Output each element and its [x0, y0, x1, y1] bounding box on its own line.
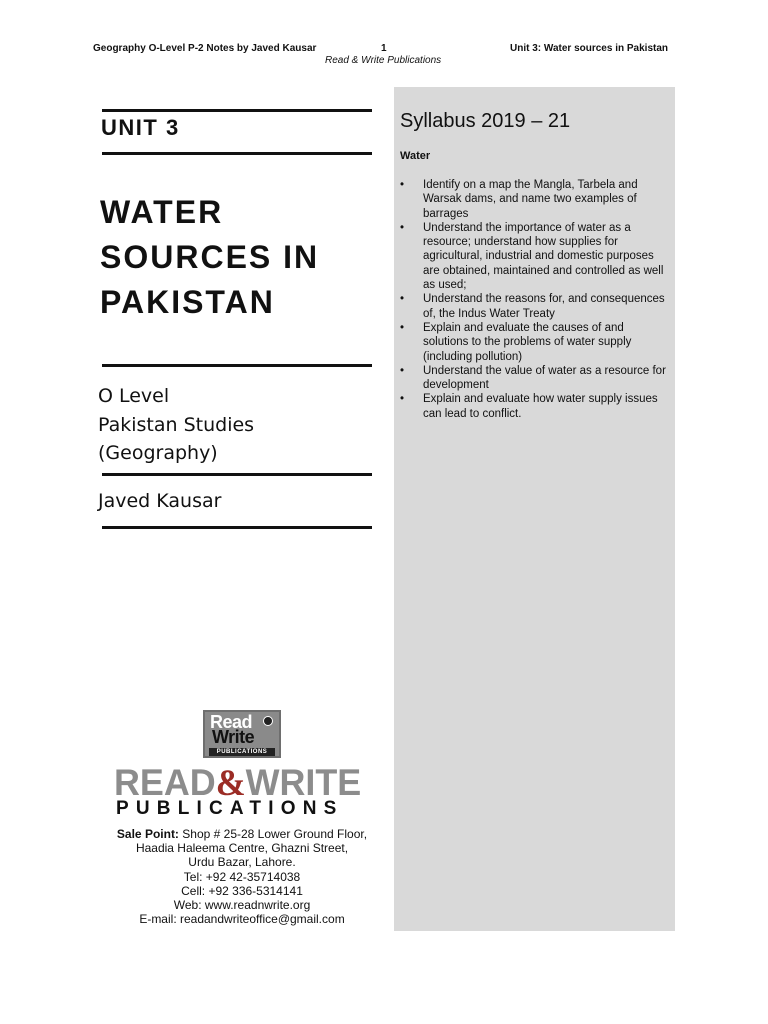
pen-dot-icon [263, 716, 273, 726]
list-item [400, 321, 672, 364]
sale-address-3: Urdu Bazar, Lahore. [188, 855, 296, 870]
list-item [400, 364, 672, 393]
contact-tel: Tel: +92 42-35714038 [183, 869, 301, 884]
title-line: PAKISTAN [100, 284, 275, 320]
rule-under-unit [102, 152, 372, 155]
rule-under-author [102, 526, 372, 529]
wordmark-read: READ [114, 762, 216, 803]
contact-block [92, 827, 392, 926]
unit-label: UNIT 3 [101, 115, 180, 140]
sale-address-2: Haadia Haleema Centre, Ghazni Street, [135, 841, 349, 856]
bullet-icon: • [400, 179, 405, 191]
contact-web: Web: www.readnwrite.org [173, 898, 311, 913]
wordmark-ampersand: & [215, 763, 246, 804]
sale-point-label: Sale Point: [116, 827, 179, 841]
sale-point-line [92, 827, 392, 841]
list-item-text: Identify on a map the Mangla, Tarbela and Warsak dams, and name two examples of barrages [423, 179, 638, 220]
rule-under-title [102, 364, 372, 367]
syllabus-title: Syllabus 2019 – 21 [400, 110, 571, 132]
contact-cell: Cell: +92 336-5314141 [181, 883, 303, 898]
bullet-icon: • [400, 293, 405, 306]
list-item [400, 221, 672, 292]
course-name [98, 382, 254, 468]
sale-address-1: Shop # 25-28 Lower Ground Floor, [178, 827, 368, 841]
bullet-icon: • [400, 321, 405, 334]
author-name: Javed Kausar [98, 490, 222, 512]
list-item-text: Understand the value of water as a resource for development [423, 364, 666, 392]
syllabus-subheading: Water [400, 150, 431, 162]
title-line: SOURCES IN [100, 239, 320, 275]
running-header-right: Unit 3: Water sources in Pakistan [510, 43, 669, 54]
list-item [400, 392, 672, 421]
running-header-left: Geography O-Level P-2 Notes by Javed Kausar [93, 43, 317, 54]
title-line: WATER [100, 194, 224, 230]
bullet-icon: • [400, 364, 405, 377]
badge-line-read: Read [210, 712, 253, 732]
list-item-text: Explain and evaluate how water supply issues can lead to conflict. [423, 393, 658, 420]
publisher-badge-logo [203, 710, 281, 758]
contact-email: E-mail: readandwriteoffice@gmail.com [139, 912, 345, 927]
bullet-icon: • [400, 221, 405, 234]
bullet-icon: • [400, 393, 405, 406]
wordmark-write: WRITE [245, 762, 362, 803]
list-item-text: Explain and evaluate the causes of and solutions to the problems of water supply (including pollution) [423, 321, 632, 363]
rule-under-course [102, 473, 372, 476]
list-item-text: Understand the importance of water as a resource; understand how supplies for agricultural, industrial and domestic purposes are obtained, maintained and controlled as well as used; [423, 221, 664, 292]
course-line: Pakistan Studies [98, 413, 255, 436]
running-header-publisher: Read & Write Publications [325, 55, 442, 66]
syllabus-list [400, 178, 672, 421]
list-item-text: Understand the reasons for, and consequences of, the Indus Water Treaty [423, 293, 665, 320]
course-line: O Level [98, 385, 170, 407]
rule-top [102, 109, 372, 112]
list-item [400, 178, 672, 221]
badge-line-write: Write [212, 727, 255, 747]
page-number: 1 [381, 43, 387, 54]
publisher-wordmark-sub: PUBLICATIONS [116, 798, 344, 819]
badge-line-publications: PUBLICATIONS [209, 748, 275, 756]
course-line: (Geography) [98, 442, 218, 464]
list-item [400, 292, 672, 321]
page-title [100, 190, 370, 325]
